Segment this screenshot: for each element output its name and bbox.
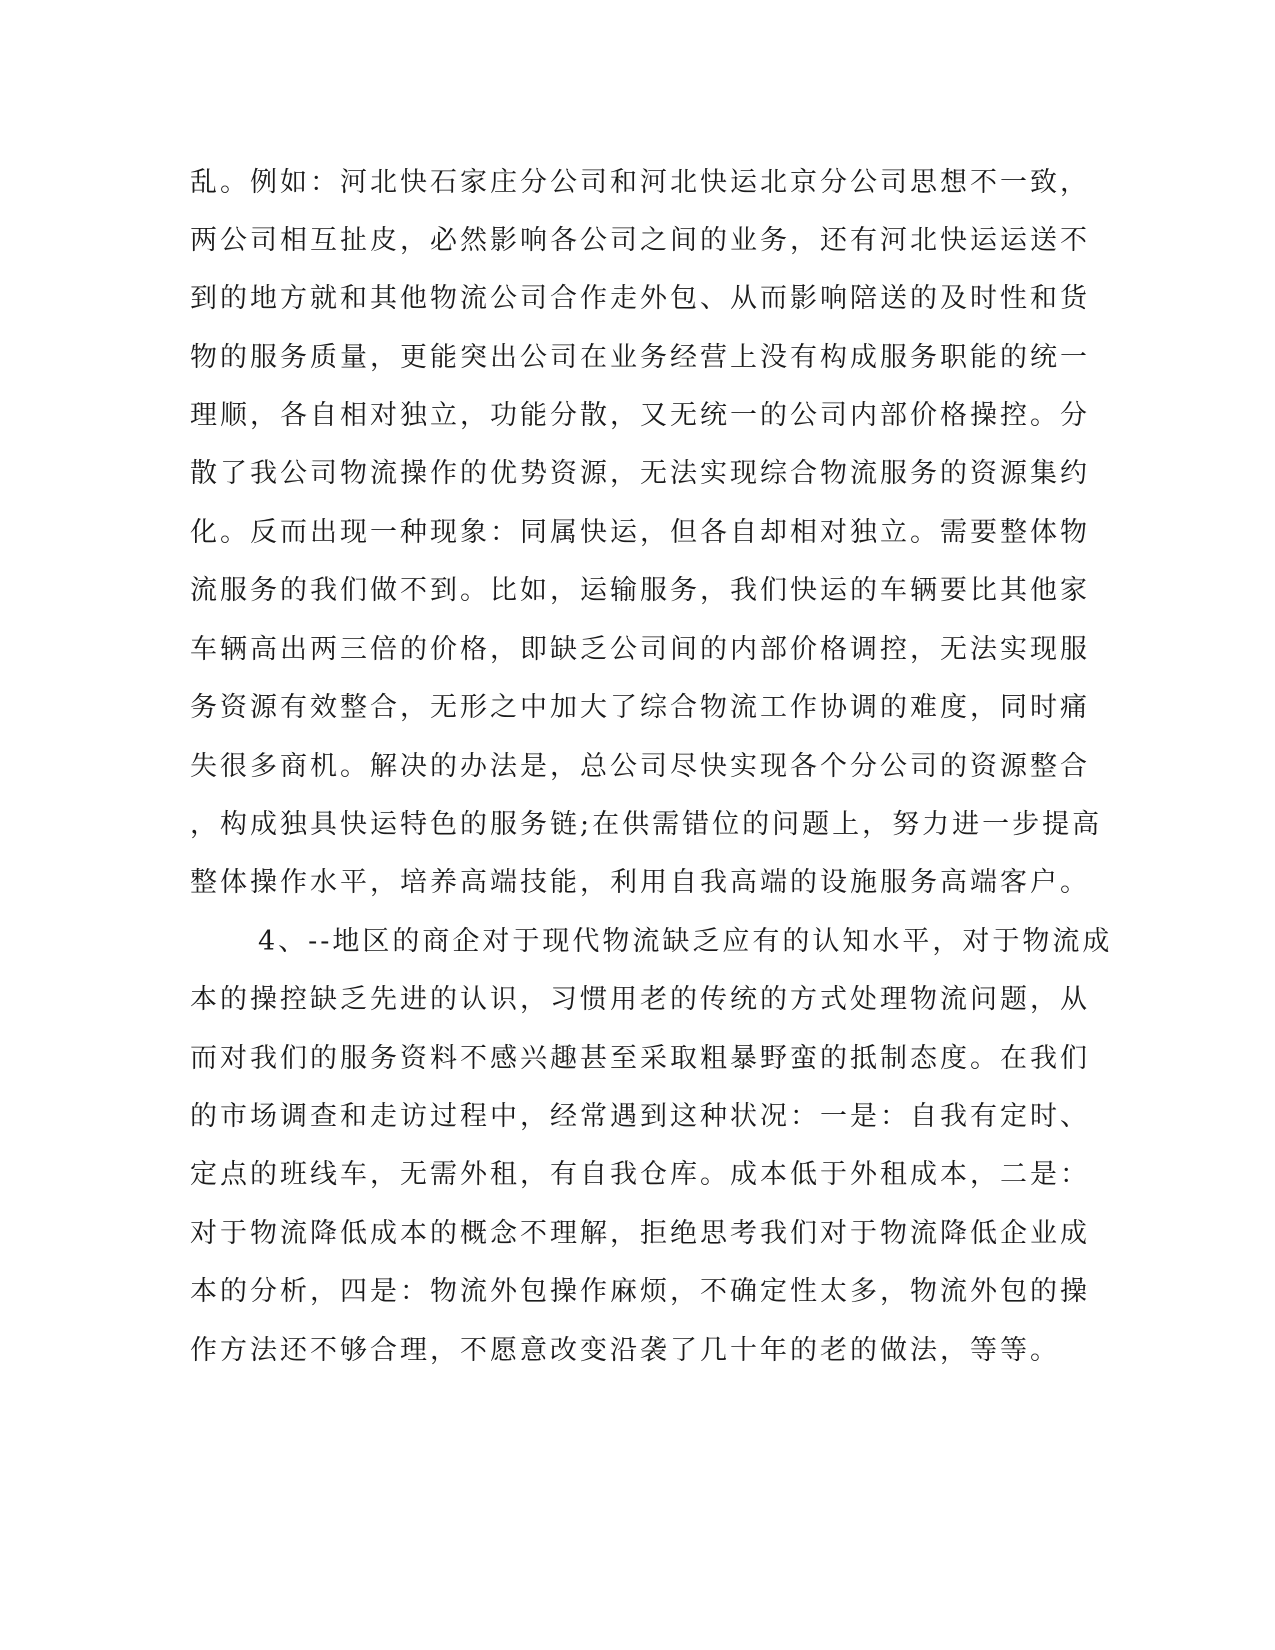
text-line: 整体操作水平，培养高端技能，利用自我高端的设施服务高端客户。 xyxy=(190,867,1090,898)
text-line: 4、--地区的商企对于现代物流缺乏应有的认知水平，对于物流成 xyxy=(258,926,1113,957)
text-line: 理顺，各自相对独立，功能分散，又无统一的公司内部价格操控。分 xyxy=(190,400,1090,431)
text-line: 务资源有效整合，无形之中加大了综合物流工作协调的难度，同时痛 xyxy=(190,692,1090,723)
text-line: 对于物流降低成本的概念不理解，拒绝思考我们对于物流降低企业成 xyxy=(190,1218,1090,1249)
text-line: 乱。例如：河北快石家庄分公司和河北快运北京分公司思想不一致， xyxy=(190,167,1090,198)
text-line: 而对我们的服务资料不感兴趣甚至采取粗暴野蛮的抵制态度。在我们 xyxy=(190,1043,1090,1074)
text-line: 本的分析，四是：物流外包操作麻烦，不确定性太多，物流外包的操 xyxy=(190,1276,1090,1307)
text-line: 两公司相互扯皮，必然影响各公司之间的业务，还有河北快运运送不 xyxy=(190,225,1090,256)
text-line: 物的服务质量，更能突出公司在业务经营上没有构成服务职能的统一 xyxy=(190,342,1090,373)
text-line: 本的操控缺乏先进的认识，习惯用老的传统的方式处理物流问题，从 xyxy=(190,984,1090,1015)
text-line: 车辆高出两三倍的价格，即缺乏公司间的内部价格调控，无法实现服 xyxy=(190,634,1090,665)
text-line: 散了我公司物流操作的优势资源，无法实现综合物流服务的资源集约 xyxy=(190,458,1090,489)
text-line: 化。反而出现一种现象：同属快运，但各自却相对独立。需要整体物 xyxy=(190,517,1090,548)
text-line: 流服务的我们做不到。比如，运输服务，我们快运的车辆要比其他家 xyxy=(190,575,1090,606)
text-line: 到的地方就和其他物流公司合作走外包、从而影响陪送的及时性和货 xyxy=(190,283,1090,314)
text-line: ，构成独具快运特色的服务链;在供需错位的问题上，努力进一步提高 xyxy=(190,809,1103,840)
text-line: 失很多商机。解决的办法是，总公司尽快实现各个分公司的资源整合 xyxy=(190,751,1090,782)
text-line: 作方法还不够合理，不愿意改变沿袭了几十年的老的做法，等等。 xyxy=(190,1335,1060,1366)
text-line: 定点的班线车，无需外租，有自我仓库。成本低于外租成本，二是： xyxy=(190,1159,1090,1190)
text-line: 的市场调查和走访过程中，经常遇到这种状况：一是：自我有定时、 xyxy=(190,1101,1090,1132)
